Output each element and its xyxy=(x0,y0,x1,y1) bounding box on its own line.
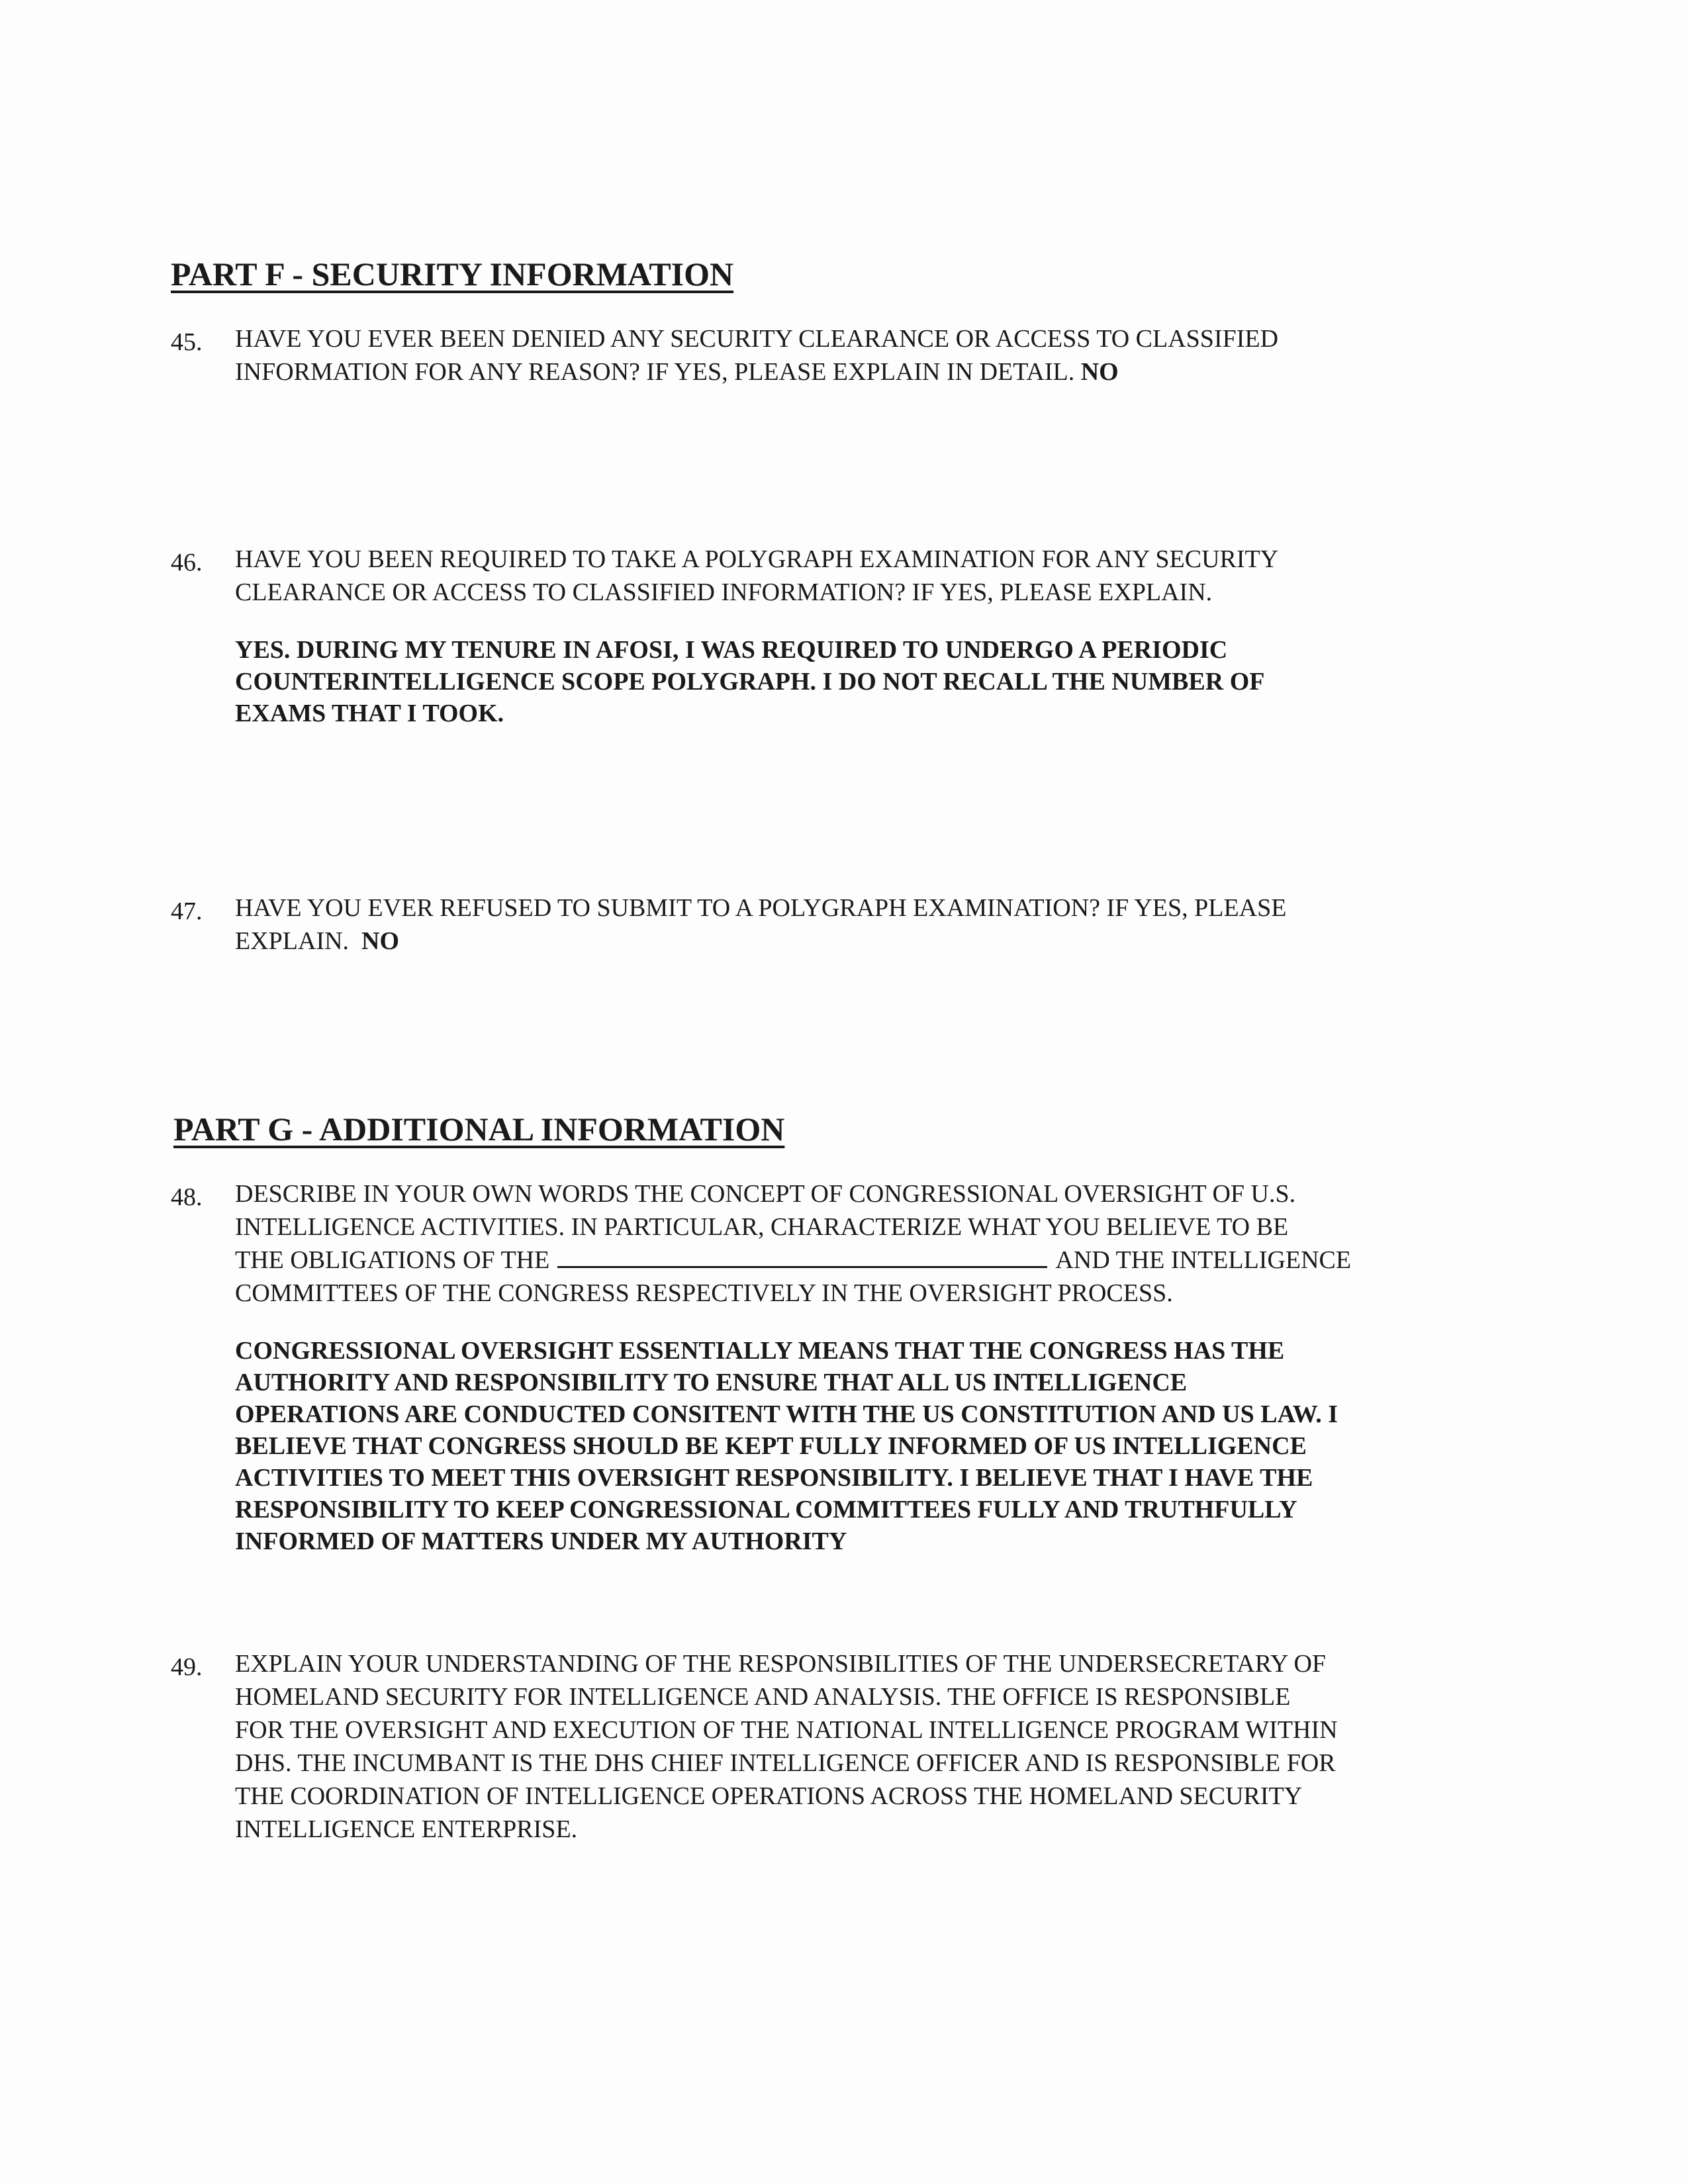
question-48-line-3-after: AND THE INTELLIGENCE xyxy=(1055,1246,1352,1274)
question-48-answer-line-5: ACTIVITIES TO MEET THIS OVERSIGHT RESPONSIBILITY. I BELIEVE THAT I HAVE THE xyxy=(235,1464,1313,1492)
question-45-text xyxy=(235,322,1278,388)
question-45-line-2 xyxy=(235,355,1278,388)
question-48-line-4: COMMITTEES OF THE CONGRESS RESPECTIVELY IN THE OVERSIGHT PROCESS. xyxy=(235,1279,1173,1307)
question-46-line-2: CLEARANCE OR ACCESS TO CLASSIFIED INFORMATION? IF YES, PLEASE EXPLAIN. xyxy=(235,578,1213,606)
question-48-text xyxy=(235,1177,1351,1310)
question-49-line-6: INTELLIGENCE ENTERPRISE. xyxy=(235,1815,578,1843)
question-47-line-2-text: EXPLAIN. xyxy=(235,927,350,955)
question-49-line-3: FOR THE OVERSIGHT AND EXECUTION OF THE NATIONAL INTELLIGENCE PROGRAM WITHIN xyxy=(235,1716,1338,1744)
question-48-line-3 xyxy=(235,1244,1351,1277)
question-45-line-1: HAVE YOU EVER BEEN DENIED ANY SECURITY CLEARANCE OR ACCESS TO CLASSIFIED xyxy=(235,325,1279,353)
question-48-answer-line-1: CONGRESSIONAL OVERSIGHT ESSENTIALLY MEANS THAT THE CONGRESS HAS THE xyxy=(235,1337,1285,1365)
question-48-number: 48. xyxy=(171,1183,203,1211)
fill-in-blank xyxy=(557,1246,1047,1268)
question-47-number: 47. xyxy=(171,897,203,925)
question-46-text xyxy=(235,543,1278,609)
question-48-answer-line-7: INFORMED OF MATTERS UNDER MY AUTHORITY xyxy=(235,1527,847,1555)
question-48-line-1: DESCRIBE IN YOUR OWN WORDS THE CONCEPT OF CONGRESSIONAL OVERSIGHT OF U.S. xyxy=(235,1180,1296,1208)
part-f-heading: PART F - SECURITY INFORMATION xyxy=(171,255,734,293)
question-45-number: 45. xyxy=(171,328,203,356)
question-48-answer-line-4: BELIEVE THAT CONGRESS SHOULD BE KEPT FULLY INFORMED OF US INTELLIGENCE xyxy=(235,1432,1307,1460)
question-46-line-1: HAVE YOU BEEN REQUIRED TO TAKE A POLYGRAPH EXAMINATION FOR ANY SECURITY xyxy=(235,545,1279,573)
question-48-answer xyxy=(235,1335,1338,1557)
question-46-answer-line-2: COUNTERINTELLIGENCE SCOPE POLYGRAPH. I DO NOT RECALL THE NUMBER OF xyxy=(235,668,1265,696)
question-45-answer: NO xyxy=(1080,358,1119,386)
question-45-line-2-text: INFORMATION FOR ANY REASON? IF YES, PLEASE EXPLAIN IN DETAIL. xyxy=(235,358,1075,386)
question-47-line-1: HAVE YOU EVER REFUSED TO SUBMIT TO A POLYGRAPH EXAMINATION? IF YES, PLEASE xyxy=(235,894,1287,922)
question-47-answer: NO xyxy=(361,927,400,955)
question-47-line-2 xyxy=(235,925,1286,958)
question-49-line-5: THE COORDINATION OF INTELLIGENCE OPERATIONS ACROSS THE HOMELAND SECURITY xyxy=(235,1782,1303,1810)
question-49-text xyxy=(235,1647,1338,1846)
question-49-line-1: EXPLAIN YOUR UNDERSTANDING OF THE RESPONSIBILITIES OF THE UNDERSECRETARY OF xyxy=(235,1650,1327,1678)
question-49-line-4: DHS. THE INCUMBANT IS THE DHS CHIEF INTELLIGENCE OFFICER AND IS RESPONSIBLE FOR xyxy=(235,1749,1336,1777)
question-48-line-2: INTELLIGENCE ACTIVITIES. IN PARTICULAR, CHARACTERIZE WHAT YOU BELIEVE TO BE xyxy=(235,1213,1289,1241)
question-47-text xyxy=(235,891,1286,958)
question-48-answer-line-2: AUTHORITY AND RESPONSIBILITY TO ENSURE THAT ALL US INTELLIGENCE xyxy=(235,1369,1188,1396)
part-g-heading: PART G - ADDITIONAL INFORMATION xyxy=(173,1111,785,1148)
question-48-answer-line-3: OPERATIONS ARE CONDUCTED CONSITENT WITH THE US CONSTITUTION AND US LAW. I xyxy=(235,1400,1338,1428)
question-49-line-2: HOMELAND SECURITY FOR INTELLIGENCE AND ANALYSIS. THE OFFICE IS RESPONSIBLE xyxy=(235,1683,1291,1711)
question-48-line-3-before: THE OBLIGATIONS OF THE xyxy=(235,1246,550,1274)
question-46-answer xyxy=(235,634,1264,729)
question-46-answer-line-3: EXAMS THAT I TOOK. xyxy=(235,700,504,727)
question-46-number: 46. xyxy=(171,549,203,576)
question-46-answer-line-1: YES. DURING MY TENURE IN AFOSI, I WAS REQUIRED TO UNDERGO A PERIODIC xyxy=(235,636,1228,664)
question-49-number: 49. xyxy=(171,1653,203,1681)
question-48-answer-line-6: RESPONSIBILITY TO KEEP CONGRESSIONAL COMMITTEES FULLY AND TRUTHFULLY xyxy=(235,1496,1297,1524)
